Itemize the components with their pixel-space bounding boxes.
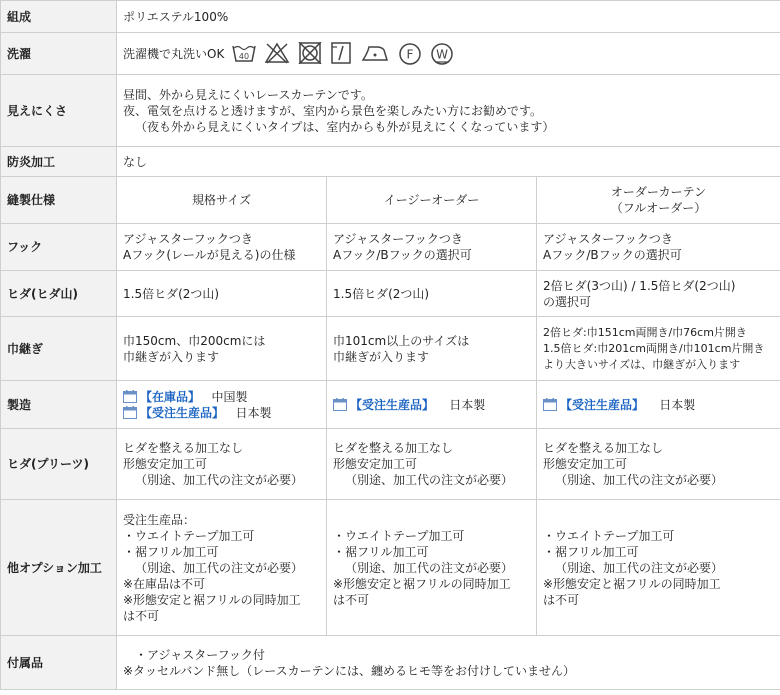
row-seam (1, 317, 780, 381)
row-composition (1, 1, 780, 33)
row-hook (1, 224, 780, 271)
seam-standard: 巾150cm、巾200cmには 巾継ぎが入ります (117, 317, 327, 381)
no-tumble-dry-icon (298, 42, 322, 64)
line-dry-icon (330, 42, 352, 64)
col-standard-size: 規格サイズ (117, 177, 327, 224)
hook-standard: アジャスターフックつき Aフック(レールが見える)の仕様 (117, 224, 327, 271)
calendar-icon (543, 398, 557, 411)
washing-cell (117, 33, 780, 75)
svg-text:F: F (406, 47, 414, 61)
order-origin: 日本製 (659, 397, 696, 412)
pleat-full: 2倍ヒダ(3つ山) / 1.5倍ヒダ(2つ山) の選択可 (537, 271, 780, 317)
row-washing (1, 33, 780, 75)
row-manufacture (1, 381, 780, 429)
wet-clean-w-icon (430, 42, 454, 66)
calendar-icon (123, 390, 137, 403)
dry-clean-f-icon (398, 42, 422, 66)
flameproof-value: なし (117, 147, 780, 177)
manufacture-full (537, 381, 780, 429)
options-easy: ・ウエイトテープ加工可 ・裾フリル加工可 （別途、加工代の注文が必要） ※形態安定と裾フリルの同時加工 は不可 (327, 500, 537, 636)
seam-easy: 巾101cm以上のサイズは 巾継ぎが入ります (327, 317, 537, 381)
order-origin: 日本製 (449, 397, 486, 412)
manufacture-label: 製造 (1, 381, 117, 429)
order-tag: 【受注生産品】 (350, 397, 435, 412)
row-sewing (1, 177, 780, 224)
row-pleats-shape (1, 429, 780, 500)
flameproof-label: 防炎加工 (1, 147, 117, 177)
iron-low-icon (360, 42, 390, 64)
seam-full: 2倍ヒダ:巾151cm両開き/巾76cm片開き 1.5倍ヒダ:巾201cm両開き/巾101cm片開き より大きいサイズは、巾継ぎが入ります (537, 317, 780, 381)
pleat-standard: 1.5倍ヒダ(2つ山) (117, 271, 327, 317)
manufacture-easy (327, 381, 537, 429)
row-flameproof (1, 147, 780, 177)
composition-label: 組成 (1, 1, 117, 33)
pleats-shape-label: ヒダ(プリーツ) (1, 429, 117, 500)
order-origin: 日本製 (235, 405, 272, 420)
order-tag: 【受注生産品】 (140, 405, 225, 420)
row-visibility (1, 75, 780, 147)
accessories-value: ・アジャスターフック付 ※タッセルバンド無し（レースカーテンには、纏めるヒモ等をお付けしていません） (117, 636, 780, 690)
calendar-icon (123, 406, 137, 419)
washing-label: 洗濯 (1, 33, 117, 75)
pleat-easy: 1.5倍ヒダ(2つ山) (327, 271, 537, 317)
accessories-label: 付属品 (1, 636, 117, 690)
visibility-value: 昼間、外から見えにくいレースカーテンです。 夜、電気を点けると透けますが、室内から景色を楽しみたい方にお勧めです。 （夜も外から見えにくいタイプは、室内からも外が見えにくくなっています） (117, 75, 780, 147)
sewing-label: 縫製仕様 (1, 177, 117, 224)
order-tag: 【受注生産品】 (560, 397, 645, 412)
options-label: 他オプション加工 (1, 500, 117, 636)
manufacture-standard (117, 381, 327, 429)
no-bleach-icon (264, 42, 290, 64)
options-standard: 受注生産品： ・ウエイトテープ加工可 ・裾フリル加工可 （別途、加工代の注文が必要） ※在庫品は不可 ※形態安定と裾フリルの同時加工 は不可 (117, 500, 327, 636)
col-easy-order: イージーオーダー (327, 177, 537, 224)
pleats-shape-easy: ヒダを整える加工なし 形態安定加工可 （別途、加工代の注文が必要） (327, 429, 537, 500)
washing-value: 洗濯機で丸洗いOK (123, 46, 225, 61)
hook-easy: アジャスターフックつき Aフック/Bフックの選択可 (327, 224, 537, 271)
pleat-label: ヒダ(ヒダ山) (1, 271, 117, 317)
svg-text:W: W (436, 47, 449, 61)
stock-origin: 中国製 (211, 389, 248, 404)
calendar-icon (333, 398, 347, 411)
composition-value: ポリエステル100% (117, 1, 780, 33)
svg-text:40: 40 (239, 51, 250, 61)
options-full: ・ウエイトテープ加工可 ・裾フリル加工可 （別途、加工代の注文が必要） ※形態安定と裾フリルの同時加工 は不可 (537, 500, 780, 636)
stock-tag: 【在庫品】 (140, 389, 201, 404)
visibility-label: 見えにくさ (1, 75, 117, 147)
seam-label: 巾継ぎ (1, 317, 117, 381)
row-options (1, 500, 780, 636)
col-full-order: オーダーカーテン （フルオーダー） (537, 177, 780, 224)
care-icons (232, 42, 454, 66)
wash-40-icon (232, 42, 256, 64)
row-accessories (1, 636, 780, 690)
pleats-shape-full: ヒダを整える加工なし 形態安定加工可 （別途、加工代の注文が必要） (537, 429, 780, 500)
hook-full: アジャスターフックつき Aフック/Bフックの選択可 (537, 224, 780, 271)
hook-label: フック (1, 224, 117, 271)
pleats-shape-standard: ヒダを整える加工なし 形態安定加工可 （別途、加工代の注文が必要） (117, 429, 327, 500)
row-pleat (1, 271, 780, 317)
